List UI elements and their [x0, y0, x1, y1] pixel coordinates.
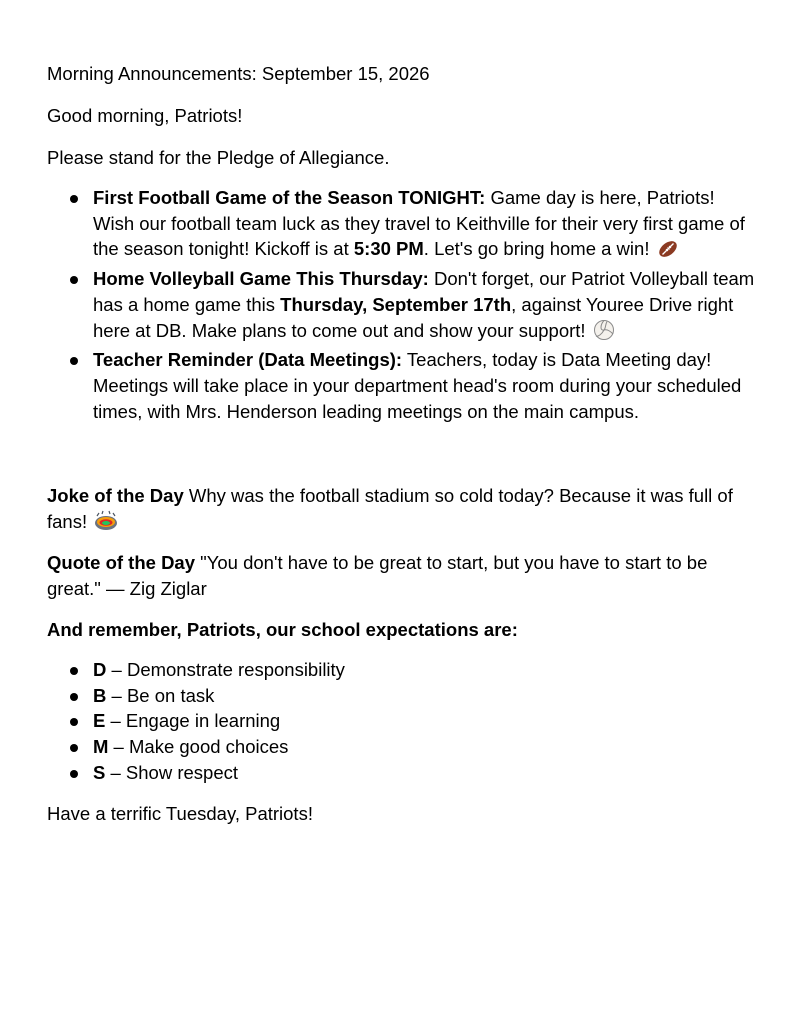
stadium-icon: [94, 510, 118, 539]
list-item: [47, 266, 759, 347]
joke-heading: Joke of the Day: [47, 485, 184, 506]
announcement-list: [47, 185, 759, 424]
bullet-dot: [70, 667, 78, 675]
announcement-heading: Teacher Reminder (Data Meetings):: [93, 349, 403, 371]
expectation-dash: –: [108, 736, 124, 758]
bullet-dot: [70, 718, 78, 726]
expectation-letter: M: [93, 736, 109, 758]
expectation-dash: –: [106, 659, 122, 680]
page-title: Morning Announcements: September 15, 2026: [47, 63, 430, 84]
pledge-line: Please stand for the Pledge of Allegiance.: [47, 147, 390, 168]
bullet-dot: [70, 744, 78, 752]
expectations-heading: [47, 617, 759, 643]
announcement-heading: First Football Game of the Season TONIGHT:: [93, 187, 486, 208]
announcement-heading: Home Volleyball Game This Thursday:: [93, 268, 429, 290]
expectation-letter: S: [93, 761, 106, 783]
bullet-dot: [70, 357, 78, 365]
list-item: [47, 347, 759, 424]
expectation-text: Show respect: [120, 761, 239, 783]
expectation-dash: –: [105, 710, 121, 732]
announcement-text: . Let's go bring home a win!: [423, 238, 650, 260]
expectation-text: Be on task: [121, 684, 215, 706]
expectation-letter: B: [93, 684, 107, 706]
greeting: Good morning, Patriots!: [47, 105, 243, 126]
quote-of-the-day: [47, 550, 759, 601]
expectation-letter: D: [93, 659, 107, 680]
expectation-letter: E: [93, 710, 106, 732]
bullet-dot: [70, 693, 78, 701]
list-item: [47, 657, 759, 683]
closing-line: Have a terrific Tuesday, Patriots!: [47, 803, 313, 824]
joke-of-the-day: [47, 483, 759, 538]
quote-text: "You don't have to be great to start, but you have to start to be great." — Zig Ziglar: [47, 552, 708, 599]
american-football-icon: [657, 239, 679, 266]
expectations-heading-text: And remember, Patriots, our school expectations are:: [47, 619, 518, 640]
bullet-dot: [70, 770, 78, 778]
bullet-dot: [70, 195, 78, 203]
expectations-list: [47, 657, 759, 786]
list-item: [47, 708, 759, 734]
list-item: [47, 185, 759, 266]
announcement-text: Teachers, today is Data Meeting day! Meetings will take place in your department head's room during your scheduled times, with Mrs. Henderson leading meetings on the main campus.: [93, 349, 742, 422]
expectation-text: Engage in learning: [120, 710, 281, 732]
announcement-text: , against Youree Drive right here at DB. Make plans to come out and show your support!: [93, 293, 734, 341]
expectation-dash: –: [106, 684, 122, 706]
joke-text: Why was the football stadium so cold today? Because it was full of fans!: [47, 485, 733, 532]
announcement-text: Don't forget, our Patriot Volleyball team has a home game this: [93, 268, 755, 315]
expectation-text: Make good choices: [123, 736, 289, 758]
volleyball-icon: [593, 319, 615, 348]
quote-heading: Quote of the Day: [47, 552, 196, 573]
expectation-dash: –: [105, 761, 121, 783]
expectation-text: Demonstrate responsibility: [121, 659, 345, 680]
list-item: [47, 683, 759, 709]
list-item: [47, 760, 759, 786]
bullet-dot: [70, 276, 78, 284]
announcement-bold: Thursday, September 17th: [280, 293, 512, 315]
announcement-bold: 5:30 PM: [353, 238, 424, 260]
list-item: [47, 734, 759, 760]
announcement-text: Game day is here, Patriots! Wish our football team luck as they travel to Keithville for their very first game of the season tonight! Kickoff is at: [93, 187, 745, 260]
